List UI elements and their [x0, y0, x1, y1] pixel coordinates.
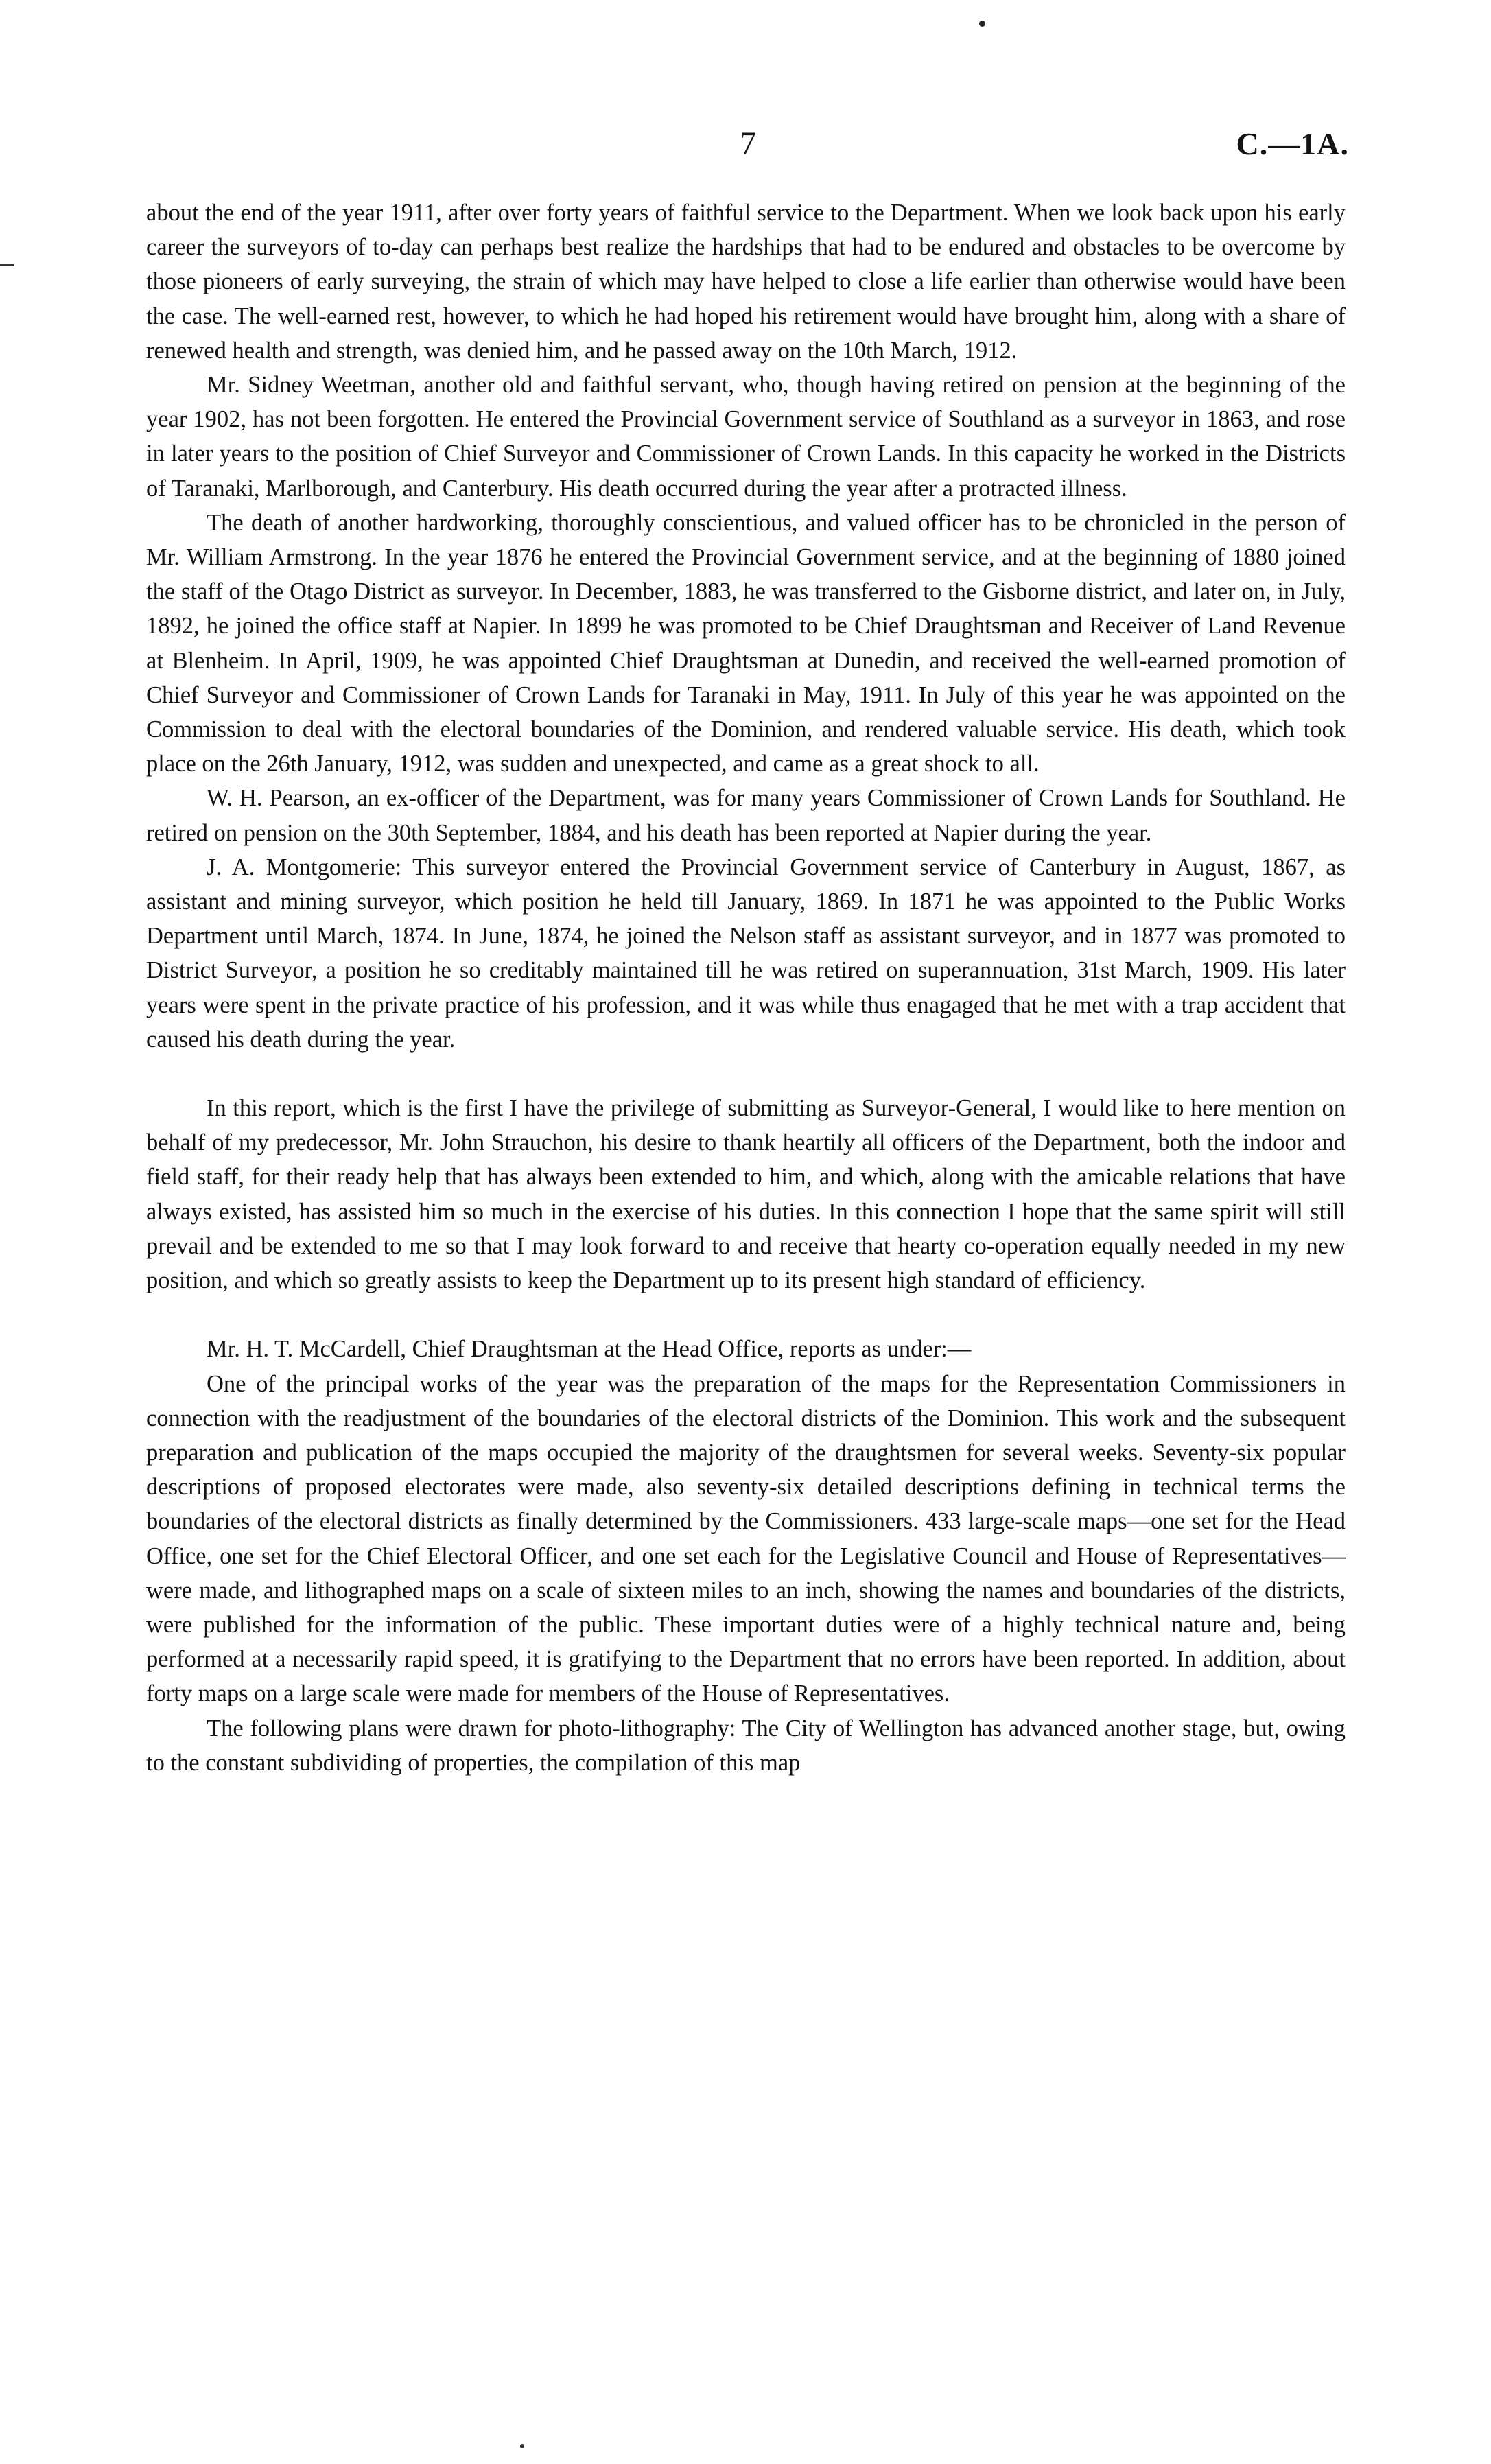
- page-number: 7: [740, 126, 756, 162]
- margin-mark: [0, 264, 14, 266]
- scan-speck: [979, 21, 985, 27]
- paragraph-electoral-maps: One of the principal works of the year was the preparation of the maps for the Representation Commissioners in connection with the readjustment of the boundaries of the electoral districts of the Dominion. This work and the subsequent preparation and publication of the maps occupied the majority of the draughtsmen for several weeks. Seventy-six popular descriptions of proposed electorates were made, also seventy-six detailed descriptions defining in technical terms the boundaries of the electoral districts as finally determined by the Commissioners. 433 large-scale maps—one set for the Head Office, one set for the Chief Electoral Officer, and one set each for the Legislative Council and House of Representatives—were made, and lithographed maps on a scale of sixteen miles to an inch, showing the names and boundaries of the districts, were published for the information of the public. These important duties were of a highly technical nature and, being performed at a necessarily rapid speed, it is gratifying to the Department that no errors have been reported. In addition, about forty maps on a large scale were made for members of the House of Representatives.: [146, 1370, 1346, 1707]
- paragraph-mccardell-intro: Mr. H. T. McCardell, Chief Draughtsman at the Head Office, reports as under:—: [207, 1336, 972, 1363]
- paragraph-montgomerie: J. A. Montgomerie: This surveyor entered the Provincial Government service of Canterbury in August, 1867, as assistant and mining surveyor, which position he held till January, 1869. In 1871 he was appointed to the Public Works Department until March, 1874. In June, 1874, he joined the Nelson staff as assistant surveyor, and in 1877 was promoted to District Surveyor, a position he so creditably maintained till he was retired on superannuation, 31st March, 1909. His later years were spent in the private practice of his profession, and it was while thus enagaged that he met with a trap accident that caused his death during the year.: [146, 854, 1346, 1053]
- paragraph-photo-lithography: The following plans were drawn for photo-lithography: The City of Wellington has advanced another stage, but, owing to the constant subdividing of properties, the compilation of this map: [146, 1715, 1346, 1776]
- paragraph-armstrong: The death of another hardworking, thoroughly conscientious, and valued officer has to be chronicled in the person of Mr. William Armstrong. In the year 1876 he entered the Provincial Government service, and at the beginning of 1880 joined the staff of the Otago District as surveyor. In December, 1883, he was transferred to the Gisborne district, and later on, in July, 1892, he joined the office staff at Napier. In 1899 he was promoted to be Chief Draughtsman and Receiver of Land Revenue at Blenheim. In April, 1909, he was appointed Chief Draughtsman at Dunedin, and received the well-earned promotion of Chief Surveyor and Commissioner of Crown Lands for Taranaki in May, 1911. In July of this year he was appointed on the Commission to deal with the electoral boundaries of the Dominion, and rendered valuable service. His death, which took place on the 26th January, 1912, was sudden and unexpected, and came as a great shock to all.: [146, 509, 1346, 777]
- scan-speck: [520, 2444, 524, 2448]
- paragraph-continuation: about the end of the year 1911, after over forty years of faithful service to the Department. When we look back upon his early career the surveyors of to-day can perhaps best realize the hardships that had to be endured and obstacles to be overcome by those pioneers of early surveying, the strain of which may have helped to close a life earlier than otherwise would have been the case. The well-earned rest, however, to which he had hoped his retirement would have brought him, along with a share of renewed health and strength, was denied him, and he passed away on the 10th March, 1912.: [146, 200, 1346, 364]
- paragraph-pearson: W. H. Pearson, an ex-officer of the Department, was for many years Commissioner of Crown Lands for Southland. He retired on pension on the 30th September, 1884, and his death has been reported at Napier during the year.: [146, 785, 1346, 846]
- report-code: C.—1A.: [1236, 126, 1349, 161]
- paragraph-weetman: Mr. Sidney Weetman, another old and faithful servant, who, though having retired on pension at the beginning of the year 1902, has not been forgotten. He entered the Provincial Government service of Southland as a surveyor in 1863, and rose in later years to the position of Chief Surveyor and Commissioner of Crown Lands. In this capacity he worked in the Districts of Taranaki, Marlborough, and Canterbury. His death occurred during the year after a protracted illness.: [146, 372, 1346, 502]
- paragraph-surveyor-general: In this report, which is the first I have the privilege of submitting as Surveyor-General, I would like to here mention on behalf of my predecessor, Mr. John Strauchon, his desire to thank heartily all officers of the Department, both the indoor and field staff, for their ready help that has always been extended to him, and which, along with the amicable relations that have always existed, has assisted him so much in the exercise of his duties. In this connection I hope that the same spirit will still prevail and be extended to me so that I may look forward to and receive that hearty co-operation equally needed in my new position, and which so greatly assists to keep the Department up to its present high standard of efficiency.: [146, 1095, 1346, 1294]
- body-text: [146, 196, 1346, 1780]
